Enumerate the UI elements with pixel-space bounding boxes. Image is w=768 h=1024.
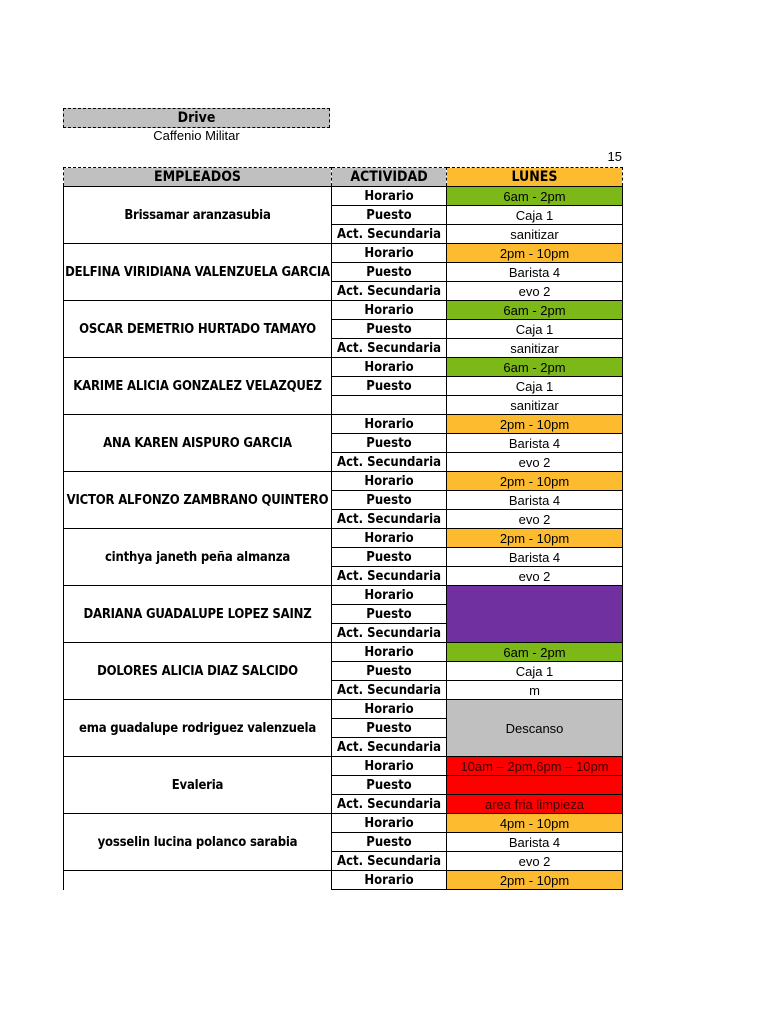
schedule-value: 2pm - 10pm [447,871,623,890]
schedule-value: 2pm - 10pm [447,472,623,491]
employee-name: KARIME ALICIA GONZALEZ VELAZQUEZ [64,358,332,415]
activity-label: Puesto [332,206,447,225]
day-column-header: LUNES [447,168,623,187]
employee-name: Brissamar aranzasubia [64,187,332,244]
activity-label: Puesto [332,719,447,738]
activity-label: Act. Secundaria [332,282,447,301]
activity-label: Puesto [332,434,447,453]
schedule-value: 2pm - 10pm [447,415,623,434]
schedule-value: evo 2 [447,510,623,529]
activity-label: Act. Secundaria [332,738,447,757]
employee-name: cinthya janeth peña almanza [64,529,332,586]
table-row [64,301,623,320]
schedule-value: 10am – 2pm,6pm – 10pm [447,757,623,776]
table-row [64,244,623,263]
schedule-value: Caja 1 [447,377,623,396]
activity-label: Puesto [332,662,447,681]
table-row [64,643,623,662]
schedule-value: sanitizar [447,396,623,415]
schedule-value: 6am - 2pm [447,643,623,662]
schedule-value: 4pm - 10pm [447,814,623,833]
activity-label: Horario [332,700,447,719]
activity-label: Puesto [332,491,447,510]
schedule-table [63,167,623,890]
schedule-body [64,187,623,890]
merged-status-cell [447,586,623,643]
activity-label: Act. Secundaria [332,510,447,529]
schedule-value: sanitizar [447,225,623,244]
schedule-value: sanitizar [447,339,623,358]
schedule-value [447,776,623,795]
activity-label: Act. Secundaria [332,225,447,244]
employee-name: VICTOR ALFONZO ZAMBRANO QUINTERO [64,472,332,529]
table-row [64,187,623,206]
activity-label: Act. Secundaria [332,795,447,814]
activity-label: Horario [332,415,447,434]
activity-label: Horario [332,871,447,890]
employee-name: Evaleria [64,757,332,814]
activity-label: Horario [332,757,447,776]
table-row [64,757,623,776]
schedule-value: 6am - 2pm [447,301,623,320]
merged-status-cell: Descanso [447,700,623,757]
table-row [64,871,623,890]
activity-label: Horario [332,586,447,605]
activity-label: Horario [332,814,447,833]
sheet-title: Drive [63,108,330,128]
schedule-value: evo 2 [447,852,623,871]
schedule-value: evo 2 [447,453,623,472]
table-row [64,358,623,377]
schedule-value: evo 2 [447,282,623,301]
activity-label: Puesto [332,833,447,852]
activity-label: Horario [332,187,447,206]
activity-column-header: ACTIVIDAD [332,168,447,187]
activity-label: Horario [332,643,447,662]
activity-label: Horario [332,529,447,548]
activity-label: Puesto [332,548,447,567]
activity-label: Horario [332,244,447,263]
activity-label: Act. Secundaria [332,453,447,472]
schedule-value: area fria limpieza [447,795,623,814]
employee-name: ANA KAREN AISPURO GARCIA [64,415,332,472]
activity-label: Act. Secundaria [332,852,447,871]
schedule-value: m [447,681,623,700]
schedule-value: Barista 4 [447,434,623,453]
schedule-value: 6am - 2pm [447,358,623,377]
schedule-value: Barista 4 [447,491,623,510]
activity-label: Puesto [332,605,447,624]
activity-label [332,396,447,415]
employee-name: ema guadalupe rodriguez valenzuela [64,700,332,757]
table-row [64,472,623,491]
table-row [64,700,623,719]
schedule-value: Barista 4 [447,263,623,282]
employee-name: OSCAR DEMETRIO HURTADO TAMAYO [64,301,332,358]
table-row [64,415,623,434]
table-row [64,529,623,548]
table-row [64,586,623,605]
employee-name: yosselin lucina polanco sarabia [64,814,332,871]
activity-label: Act. Secundaria [332,681,447,700]
table-row [64,814,623,833]
schedule-value: 2pm - 10pm [447,244,623,263]
schedule-value: 2pm - 10pm [447,529,623,548]
schedule-value: Barista 4 [447,548,623,567]
activity-label: Act. Secundaria [332,624,447,643]
employee-name: DELFINA VIRIDIANA VALENZUELA GARCIA [64,244,332,301]
employee-name [64,871,332,890]
header-row [64,168,623,187]
activity-label: Act. Secundaria [332,339,447,358]
activity-label: Puesto [332,776,447,795]
page-number: 15 [607,149,622,164]
activity-label: Horario [332,358,447,377]
activity-label: Act. Secundaria [332,567,447,586]
activity-label: Puesto [332,320,447,339]
activity-label: Horario [332,301,447,320]
schedule-value: Barista 4 [447,833,623,852]
schedule-value: evo 2 [447,567,623,586]
activity-label: Horario [332,472,447,491]
activity-label: Puesto [332,377,447,396]
schedule-value: Caja 1 [447,320,623,339]
store-name: Caffenio Militar [153,128,240,143]
activity-label: Puesto [332,263,447,282]
employee-name: DOLORES ALICIA DIAZ SALCIDO [64,643,332,700]
schedule-value: Caja 1 [447,206,623,225]
employee-name: DARIANA GUADALUPE LOPEZ SAINZ [64,586,332,643]
schedule-value: Caja 1 [447,662,623,681]
schedule-value: 6am - 2pm [447,187,623,206]
employees-column-header: EMPLEADOS [64,168,332,187]
